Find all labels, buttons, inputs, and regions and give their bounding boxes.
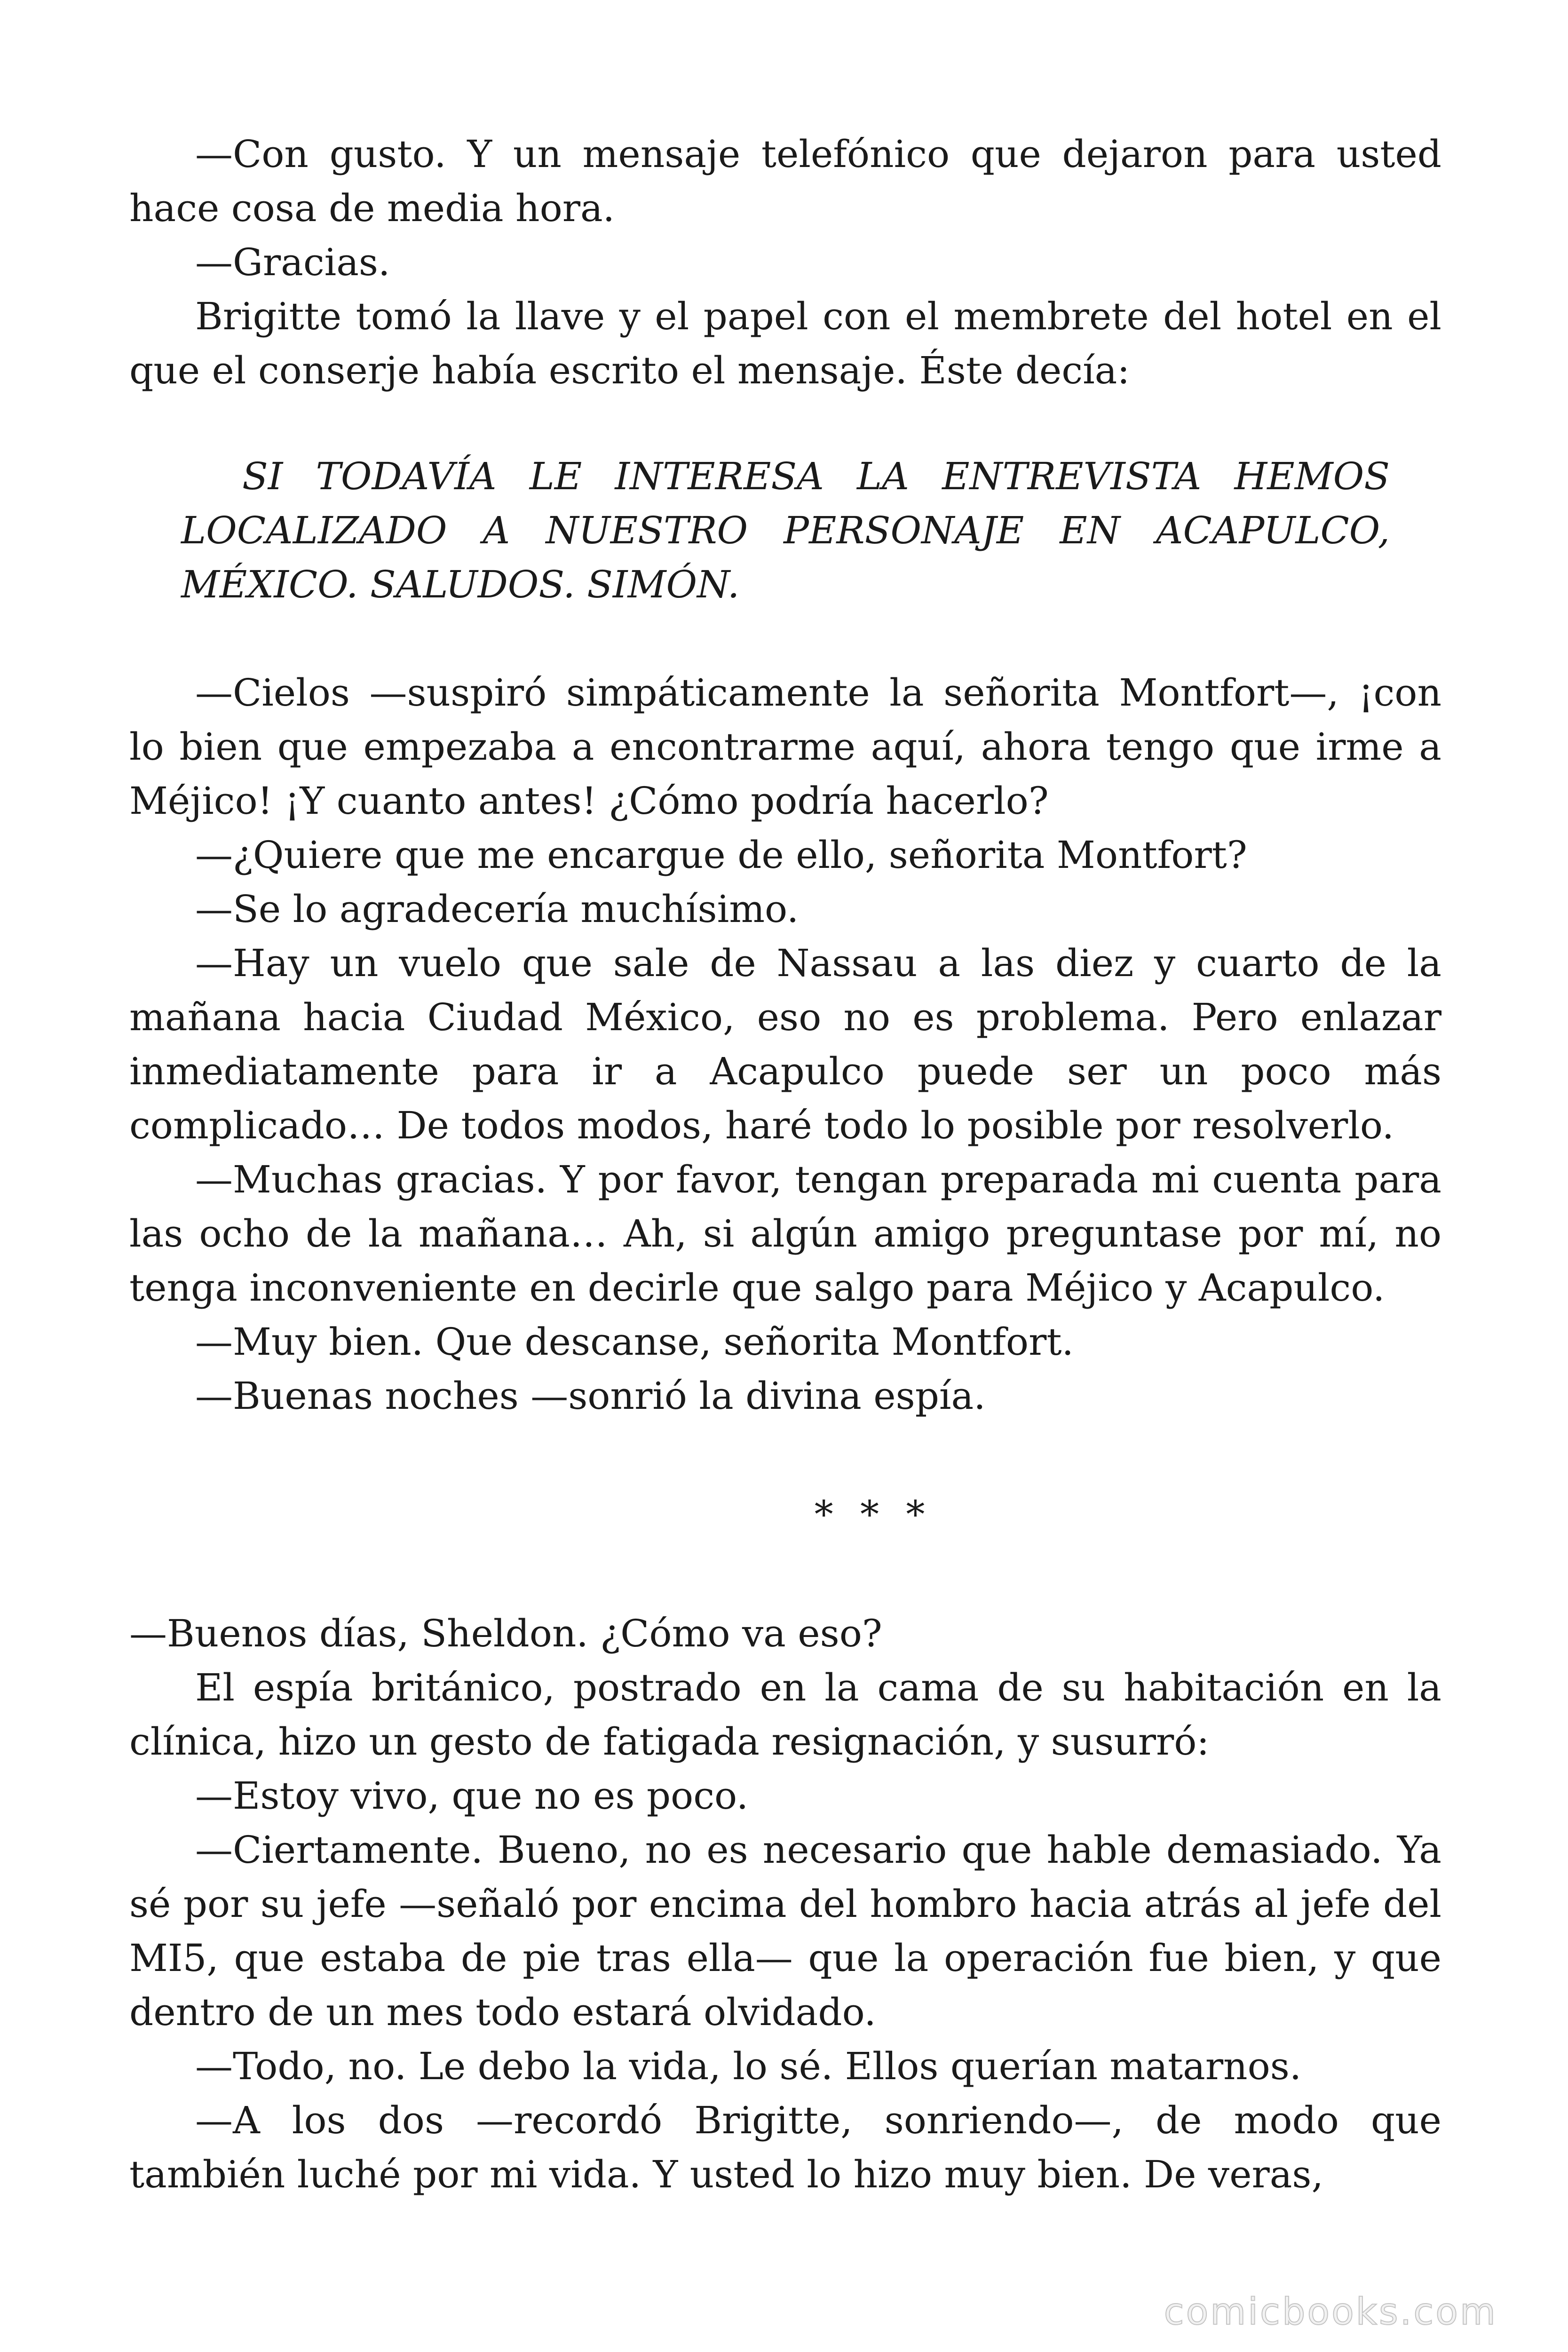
watermark: comicbooks.com	[1164, 2291, 1497, 2333]
paragraph: —¿Quiere que me encargue de ello, señorita Montfort?	[195, 833, 1247, 877]
text-block-middle	[129, 666, 1441, 1423]
text-block-bottom	[129, 1606, 1441, 2201]
paragraph: —Buenos días, Sheldon. ¿Cómo va eso?	[129, 1612, 882, 1655]
paragraph: —Buenas noches —sonrió la divina espía.	[195, 1374, 986, 1418]
quote-text: SI TODAVÍA LE INTERESA LA ENTREVISTA HEMOS LOCALIZADO A NUESTRO PERSONAJE EN ACAPULCO, MÉXICO. SALUDOS. SIMÓN.	[181, 454, 1390, 606]
paragraph: —Estoy vivo, que no es poco.	[195, 1774, 749, 1818]
text-block-top	[129, 127, 1441, 397]
paragraph: El espía británico, postrado en la cama de su habitación en la clínica, hizo un gesto de fatigada resignación, y susurró:	[129, 1666, 1441, 1764]
paragraph: —Muchas gracias. Y por favor, tengan preparada mi cuenta para las ocho de la mañana… Ah, si algún amigo preguntase por mí, no tenga inconveniente en decirle que salgo para Méjico y Acapulco.	[129, 1158, 1441, 1310]
paragraph: Brigitte tomó la llave y el papel con el membrete del hotel en el que el conserje había escrito el mensaje. Éste decía:	[129, 294, 1441, 392]
paragraph: —Gracias.	[195, 240, 390, 284]
paragraph: —Ciertamente. Bueno, no es necesario que hable demasiado. Ya sé por su jefe —señaló por encima del hombro hacia atrás al jefe del MI5, que estaba de pie tras ella— que la operación fue bien, y que dentro de un mes todo estará olvidado.	[129, 1828, 1441, 2034]
paragraph: —A los dos —recordó Brigitte, sonriendo—, de modo que también luché por mi vida. Y usted lo hizo muy bien. De veras,	[129, 2098, 1441, 2196]
paragraph: —Se lo agradecería muchísimo.	[195, 887, 799, 931]
telephone-message-quote	[181, 449, 1390, 612]
paragraph: —Cielos —suspiró simpáticamente la señorita Montfort—, ¡con lo bien que empezaba a encontrarme aquí, ahora tengo que irme a Méjico! ¡Y cuanto antes! ¿Cómo podría hacerlo?	[129, 671, 1441, 823]
paragraph: —Todo, no. Le debo la vida, lo sé. Ellos querían matarnos.	[195, 2044, 1302, 2088]
paragraph: —Muy bien. Que descanse, señorita Montfort.	[195, 1320, 1074, 1364]
paragraph: —Hay un vuelo que sale de Nassau a las diez y cuarto de la mañana hacia Ciudad México, eso no es problema. Pero enlazar inmediatamente para ir a Acapulco puede ser un poco más complicado… De todos modos, haré todo lo posible por resolverlo.	[129, 941, 1441, 1147]
paragraph: —Con gusto. Y un mensaje telefónico que dejaron para usted hace cosa de media hora.	[129, 132, 1441, 230]
section-separator: * * *	[814, 1493, 933, 1536]
